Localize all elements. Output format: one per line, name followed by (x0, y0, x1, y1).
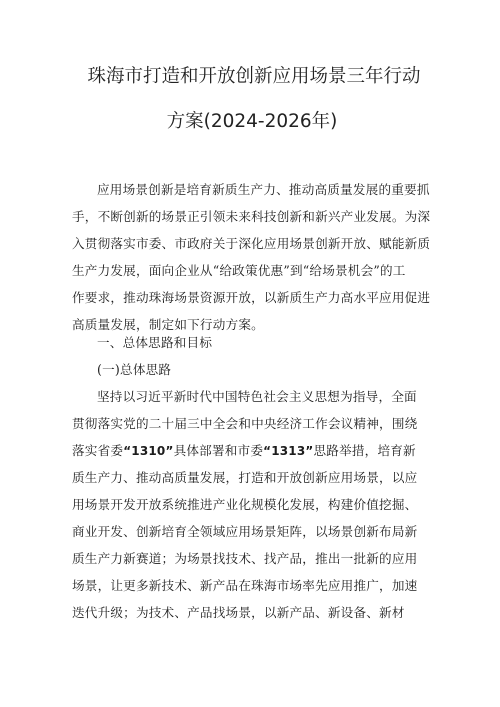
paragraph-text: 思路举措，培育新 (313, 443, 416, 458)
intro-paragraph (72, 176, 442, 338)
paragraph-text: 落实省委 (72, 443, 124, 458)
paragraph-line: 贯彻落实党的二十届三中全会和中央经济工作会议精神，围绕 (72, 416, 418, 431)
subsection-heading (72, 356, 442, 383)
paragraph-line: 商业开发、创新培育全领域应用场景矩阵，以场景创新布局新 (72, 524, 418, 539)
paragraph-line: 生产力发展，面向企业从“给政策优惠”到“给场景机会”的工 (72, 263, 406, 278)
paragraph-line: 手，不断创新的场景正引领未来科技创新和新兴产业发展。为深 (72, 209, 431, 224)
paragraph-line: 作要求，推动珠海场景资源开放，以新质生产力高水平应用促进 (72, 290, 431, 305)
paragraph-text: 具体部署和市委 (173, 443, 264, 458)
paragraph-line: 迭代升级；为技术、产品找场景，以新产品、新设备、新材 (72, 605, 405, 620)
paragraph-line: 应用场景创新是培育新质生产力、推动高质量发展的重要抓 (97, 182, 430, 197)
paragraph-line: 入贯彻落实市委、市政府关于深化应用场景创新开放、赋能新质 (72, 236, 431, 251)
paragraph-line: 高质量发展，制定如下行动方案。 (72, 317, 264, 332)
paragraph-line: 质生产力新赛道；为场景找技术、找产品，推出一批新的应用 (72, 551, 418, 566)
section-heading (72, 329, 442, 356)
policy-code-1313: “1313” (263, 444, 314, 458)
document-title-line-2: 方案(2024-2026年) (166, 111, 338, 132)
paragraph-line: 坚持以习近平新时代中国特色社会主义思想为指导，全面 (97, 389, 417, 404)
document-title-line-1: 珠海市打造和开放创新应用场景三年行动 (87, 66, 421, 87)
policy-code-1310: “1310” (123, 444, 174, 458)
section-heading-text: 一、总体思路和目标 (97, 335, 213, 350)
subsection-heading-text: (一)总体思路 (97, 362, 172, 377)
paragraph-line (72, 437, 442, 464)
paragraph-line: 场景，让更多新技术、新产品在珠海市场率先应用推广，加速 (72, 578, 418, 593)
paragraph-line: 用场景开发开放系统推进产业化规模化发展，构建价值挖掘、 (72, 497, 418, 512)
approach-paragraph (72, 383, 442, 626)
paragraph-line: 质生产力、推动高质量发展，打造和开放创新应用场景，以应 (72, 470, 418, 485)
